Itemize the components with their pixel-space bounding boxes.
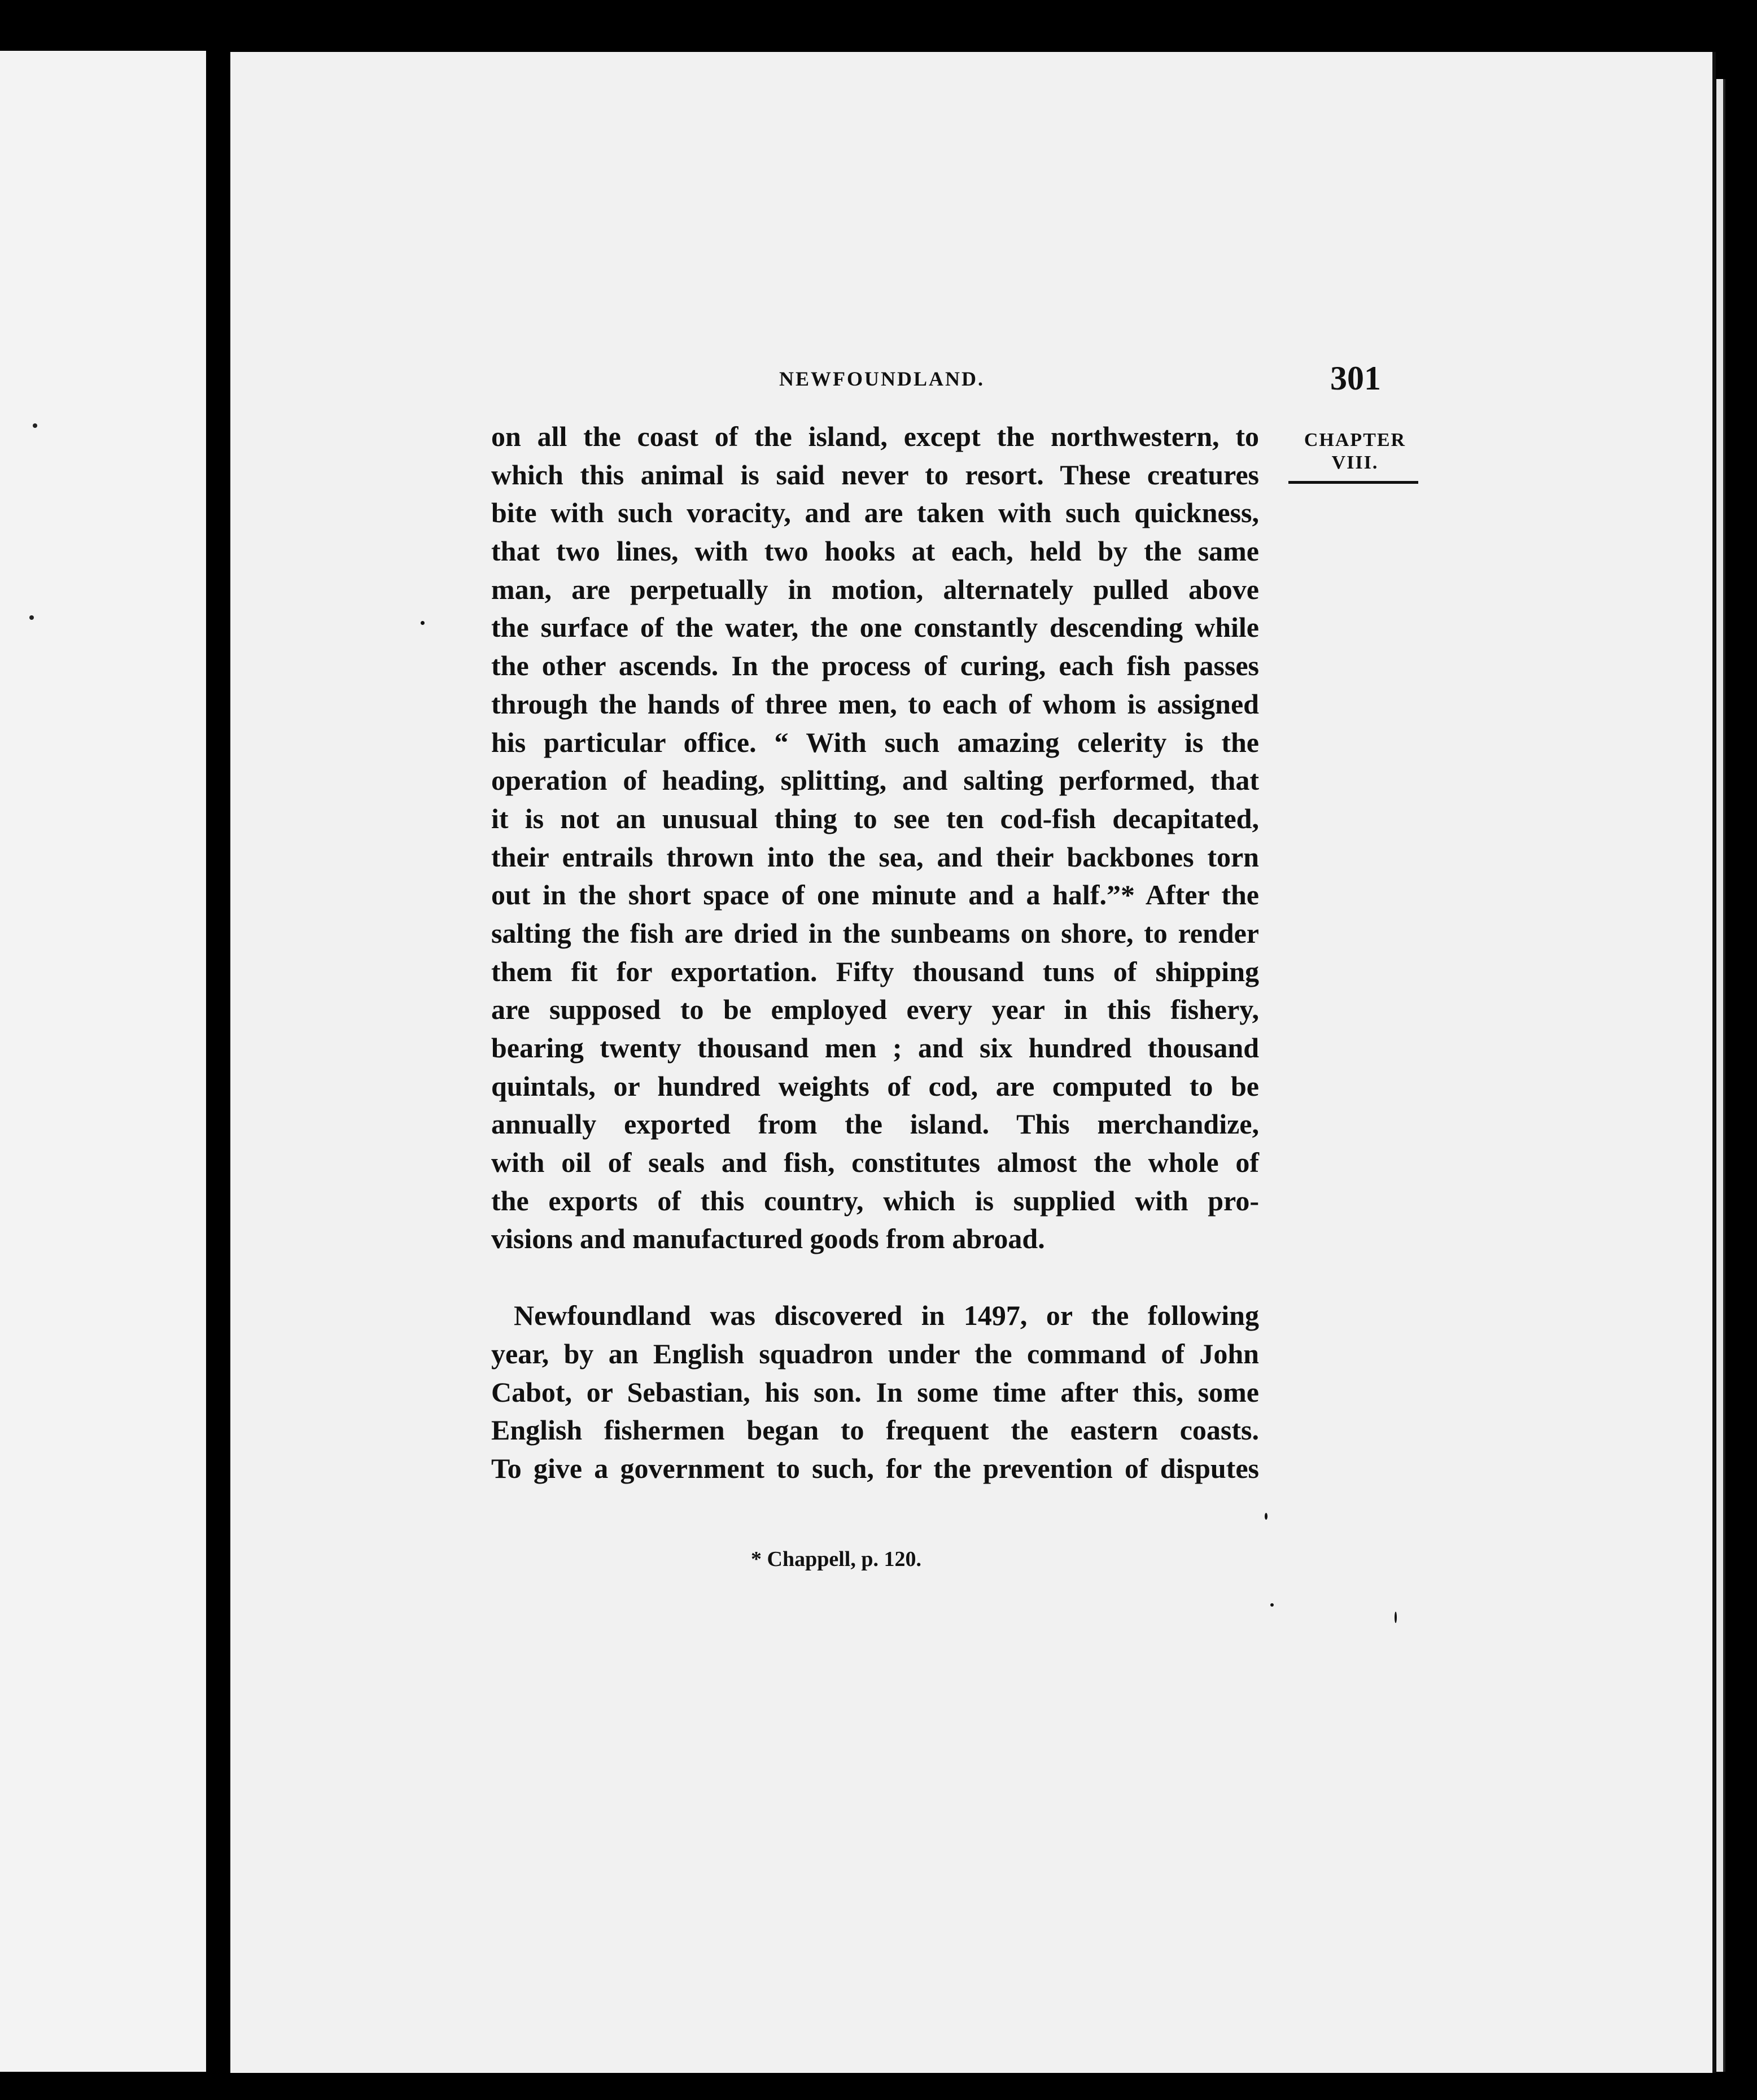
speck	[1270, 1603, 1274, 1607]
text-line: annually exported from the island. This merchandize,	[491, 1108, 1259, 1140]
text-line: his particular office. “ With such amazing celerity is the	[491, 726, 1259, 758]
text-line: through the hands of three men, to each of whom is assigned	[491, 688, 1259, 720]
text-line: visions and manufactured goods from abroad.	[491, 1223, 1045, 1255]
text-line: that two lines, with two hooks at each, held by the same	[491, 535, 1259, 567]
footnote: * Chappell, p. 120.	[751, 1547, 921, 1571]
body-text	[491, 418, 1259, 1488]
speck	[29, 615, 34, 620]
speck	[33, 423, 37, 428]
chapter-margin-note	[1293, 429, 1417, 474]
facing-page-edge	[0, 51, 206, 2072]
page-edge	[1716, 79, 1725, 2072]
text-line: salting the fish are dried in the sunbeams on shore, to render	[491, 917, 1259, 949]
text-line: year, by an English squadron under the command of John	[491, 1337, 1259, 1370]
text-line: the exports of this country, which is supplied with pro-	[491, 1184, 1259, 1217]
text-line: To give a government to such, for the prevention of disputes	[491, 1452, 1259, 1484]
text-line: bearing twenty thousand men ; and six hundred thousand	[491, 1032, 1259, 1064]
chapter-rule	[1288, 481, 1418, 484]
text-line: man, are perpetually in motion, alternately pulled above	[491, 573, 1259, 605]
text-line: the other ascends. In the process of curing, each fish passes	[491, 650, 1259, 682]
chapter-label: CHAPTER	[1304, 430, 1406, 450]
text-line: English fishermen began to frequent the eastern coasts.	[491, 1414, 1259, 1446]
running-head: NEWFOUNDLAND.	[779, 368, 985, 390]
text-line: it is not an unusual thing to see ten cod-fish decapitated,	[491, 802, 1259, 834]
speck	[1395, 1612, 1397, 1623]
text-line: their entrails thrown into the sea, and their backbones torn	[491, 841, 1259, 873]
text-line: on all the coast of the island, except the northwestern, to	[491, 421, 1259, 452]
paragraph-1	[491, 418, 1259, 1258]
text-line: with oil of seals and fish, constitutes almost the whole of	[491, 1147, 1259, 1179]
text-line: the surface of the water, the one constantly descending while	[491, 611, 1259, 644]
text-line: them fit for exportation. Fifty thousand tuns of shipping	[491, 955, 1259, 987]
speck	[1265, 1513, 1268, 1520]
chapter-number: VIII.	[1331, 452, 1379, 473]
text-line: which this animal is said never to resort. These creatures	[491, 458, 1259, 491]
text-line: quintals, or hundred weights of cod, are computed to be	[491, 1070, 1259, 1102]
text-line: Cabot, or Sebastian, his son. In some time after this, some	[491, 1376, 1259, 1408]
speck	[421, 621, 425, 625]
text-line: operation of heading, splitting, and salting performed, that	[491, 764, 1259, 797]
paragraph-gap	[491, 1258, 1259, 1297]
text-line: out in the short space of one minute and a half.”* After the	[491, 879, 1259, 911]
text-line: bite with such voracity, and are taken with such quickness,	[491, 497, 1259, 529]
page-number: 301	[1330, 360, 1381, 397]
text-line: are supposed to be employed every year in this fishery,	[491, 994, 1259, 1026]
text-line: Newfoundland was discovered in 1497, or the following	[514, 1300, 1259, 1332]
paragraph-2	[491, 1297, 1259, 1488]
